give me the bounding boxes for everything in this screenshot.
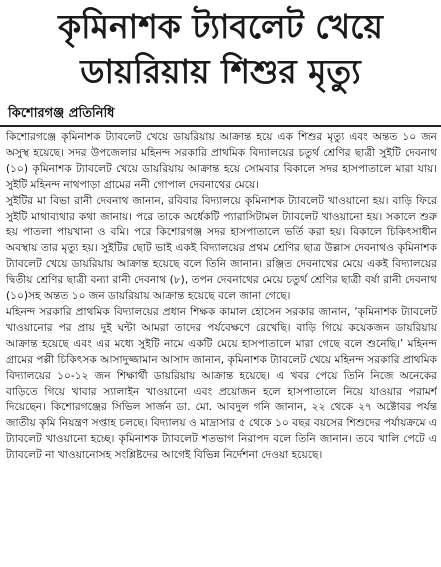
article-body — [6, 130, 437, 565]
headline-line-1: কৃমিনাশক ট্যাবলেট খেয়ে — [58, 7, 383, 46]
divider-rule — [0, 125, 441, 127]
paragraph-3: মহিনন্দ সরকারি প্রাথমিক বিদ্যালয়ের প্রধান শিক্ষক কামাল হোসেন সরকার জানান, ‘কৃমিনাশক ট্যাবলেট খাওয়ানোর পর প্রায় দুই ঘন্টা আমরা তাদের পর্যবেক্ষণে রেখেছি। বাড়ি গিয়ে কয়েকজন ডায়রিয়ায় আক্রান্ত হয়েছে এবং এর মধ্যে সুইটি নামে একটি মেয়ে হাসপাতালে মারা গেছে বলে শুনেছি।’ মহিনন্দ গ্রামের পল্লী চিকিৎসক আসাদুজ্জামান আসাদ জানান, কৃমিনাশক ট্যাবলেট খেয়ে মহিনন্দ সরকারি প্রাথমিক বিদ্যালয়ের ১০-১২ জন শিক্ষার্থী ডায়রিয়ায় আক্রান্ত হয়েছে। এ খবর পেয়ে তিনি নিজে অনেকের বাড়িতে গিয়ে খাবার স্যালাইন খাওয়ানো এবং প্রয়োজন হলে হাসপাতালে নিয়ে যাওয়ার পরামর্শ দিয়েছেন। কিশোরগঞ্জের সিভিল সার্জন ডা. মো. আবদুল গনি জানান, ২২ থেকে ২৭ অক্টোবর পর্যন্ত জাতীয় কৃমি নিয়ন্ত্রণ সপ্তাহ চলছে। বিদ্যালয় ও মাদ্রাসার ৫ থেকে ১০ বছর বয়সের শিশুদের পর্যায়ক্রমে এ ট্যাবলেট খাওয়ানো হচ্ছে। কৃমিনাশক ট্যাবলেট শতভাগ নিরাপদ বলে তিনি জানান। তবে খালি পেটে এ ট্যাবলেট না খাওয়ানোসহ সংশ্লিষ্টদের আগেই বিভিন্ন নির্দেশনা দেওয়া হয়েছে। — [6, 305, 437, 462]
headline — [8, 4, 433, 102]
paragraph-2: সুইটির মা বিভা রানী দেবনাথ জানান, রবিবার বিদ্যালয়ে কৃমিনাশক ট্যাবলেট খাওয়ানো হয়। বাড়ি ফিরে সুইটি মাথাব্যথার কথা জানায়। পরে তাকে অর্ধেকটি প্যারাসিটামল ট্যাবলেট খাওয়ানো হয়। সকালে শুরু হয় পাতলা পায়খানা ও বমি। পরে কিশোরগঞ্জ সদর হাসপাতালে ভর্তি করা হয়। বিকালে চিকিৎসাধীন অবস্থায় তার মৃত্যু হয়। সুইটির ছোট ভাই একই বিদ্যালয়ের প্রথম শ্রেণির ছাত্র উল্লাস দেবনাথও কৃমিনাশক ট্যাবলেট খেয়ে ডায়রিয়ায় আক্রান্ত হয়েছে বলে তিনি জানান। রঞ্জিত দেবনাথের মেয়ে একই বিদ্যালয়ের দ্বিতীয় শ্রেণির ছাত্রী বন্যা রানী দেবনাথ (৮), তপন দেবনাথের মেয়ে চতুর্থ শ্রেণির ছাত্রী বর্ষা রানী দেবনাথ (১০)সহ অন্তত ১০ জন ডায়রিয়ায় আক্রান্ত হয়েছে বলে জানা গেছে। — [6, 194, 437, 303]
headline-line-2: ডায়রিয়ায় শিশুর মৃত্যু — [80, 52, 361, 91]
byline: কিশোরগঞ্জ প্রতিনিধি — [8, 106, 115, 121]
paragraph-1: কিশোরগঞ্জে কৃমিনাশক ট্যাবলেট খেয়ে ডায়রিয়ায় আক্রান্ত হয়ে এক শিশুর মৃত্যু এবং অন্তত ১০ জন অসুস্থ হয়েছে। সদর উপজেলার মহিনন্দ সরকারি প্রাথমিক বিদ্যালয়ের চতুর্থ শ্রেণির ছাত্রী সুইটি দেবনাথ (১০) কৃমিনাশক ট্যাবলেট খেয়ে ডায়রিয়ায় আক্রান্ত হয়ে সোমবার বিকালে সদর হাসপাতালে মারা যায়। সুইটি মহিনন্দ নাথপাড়া গ্রামের ননী গোপাল দেবনাথের মেয়ে। — [6, 131, 437, 191]
